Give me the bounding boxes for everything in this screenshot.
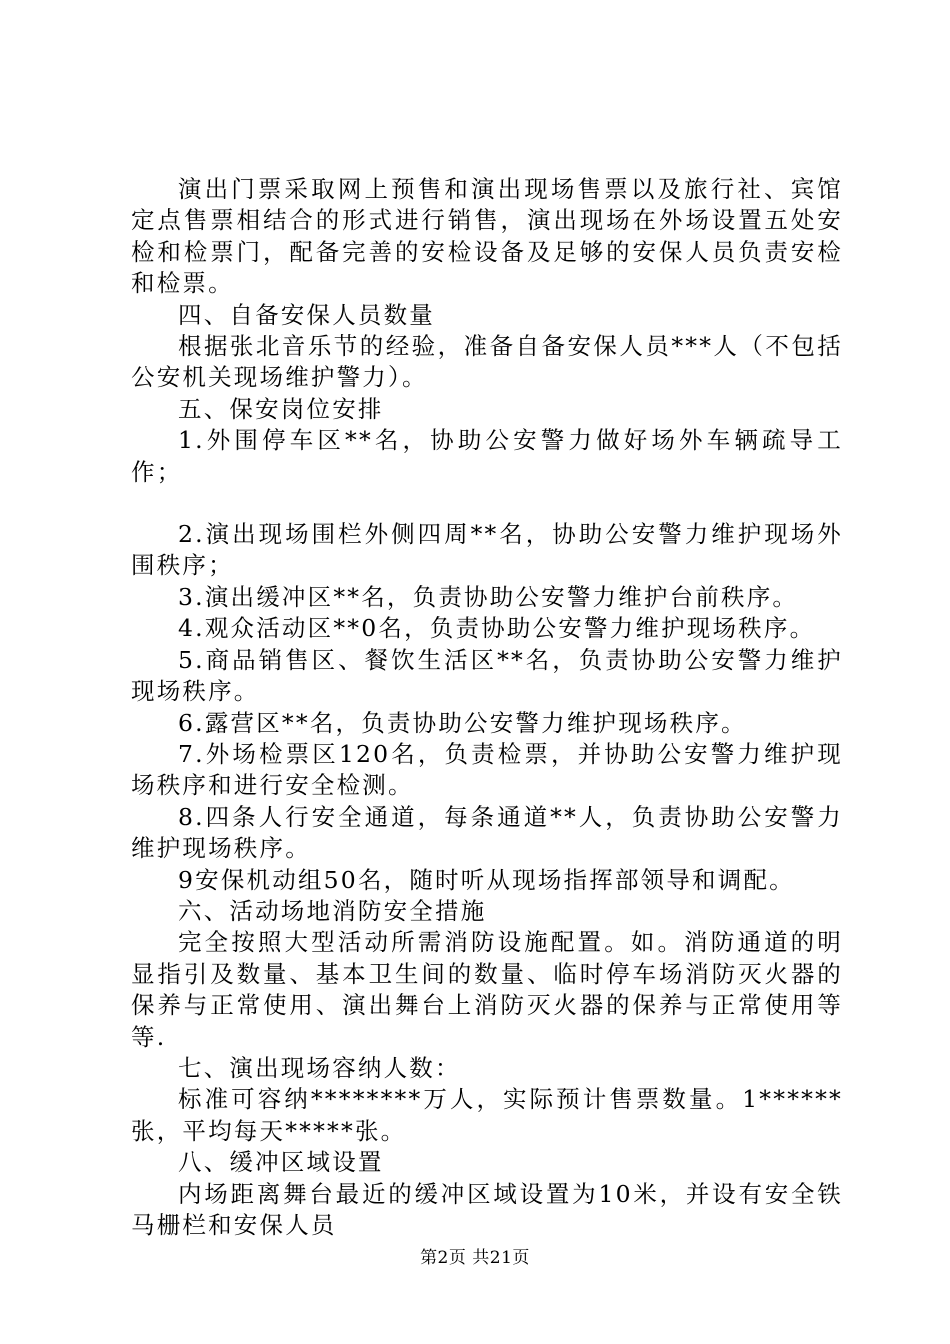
paragraph-capacity: 标准可容纳********万人，实际预计售票数量。1******张，平均每天*****张。 [131,1085,843,1145]
list-item-8: 8.四条人行安全通道，每条通道**人，负责协助公安警力维护现场秩序。 [131,802,843,863]
list-item-6: 6.露营区**名，负责协助公安警力维护现场秩序。 [178,708,747,737]
heading-section-7: 七、演出现场容纳人数： [178,1053,461,1082]
paragraph-staff-count: 根据张北音乐节的经验，准备自备安保人员***人（不包括公安机关现场维护警力）。 [131,332,843,392]
list-item-3: 3.演出缓冲区**名，负责协助公安警力维护台前秩序。 [178,582,799,611]
list-item-5: 5.商品销售区、餐饮生活区**名，负责协助公安警力维护现场秩序。 [131,645,843,706]
list-item-2: 2.演出现场围栏外侧四周**名，协助公安警力维护现场外围秩序； [131,520,843,580]
heading-section-5: 五、保安岗位安排 [178,394,384,423]
heading-section-8: 八、缓冲区域设置 [178,1148,384,1177]
paragraph-ticketing: 演出门票采取网上预售和演出现场售票以及旅行社、宾馆定点售票相结合的形式进行销售，演出现场在外场设置五处安检和检票门，配备完善的安检设备及足够的安保人员负责安检和检票。 [131,175,843,298]
paragraph-fire-safety: 完全按照大型活动所需消防设施配置。如。消防通道的明显指引及数量、基本卫生间的数量、临时停车场消防灭火器的保养与正常使用、演出舞台上消防灭火器的保养与正常使用等等. [131,928,843,1051]
page-footer: 第2页 共21页 [420,1248,530,1268]
document-body [131,174,843,1241]
list-item-4: 4.观众活动区**0名，负责协助公安警力维护现场秩序。 [178,614,816,643]
heading-section-4: 四、自备安保人员数量 [178,300,435,329]
list-item-9: 9安保机动组50名，随时听从现场指挥部领导和调配。 [178,865,795,894]
paragraph-buffer-zone: 内场距离舞台最近的缓冲区域设置为10米，并设有安全铁马栅栏和安保人员 [131,1179,843,1239]
list-item-7: 7.外场检票区120名，负责检票，并协助公安警力维护现场秩序和进行安全检测。 [131,739,843,800]
list-item-1: 1.外围停车区**名，协助公安警力做好场外车辆疏导工作； [131,426,843,486]
heading-section-6: 六、活动场地消防安全措施 [178,896,487,925]
